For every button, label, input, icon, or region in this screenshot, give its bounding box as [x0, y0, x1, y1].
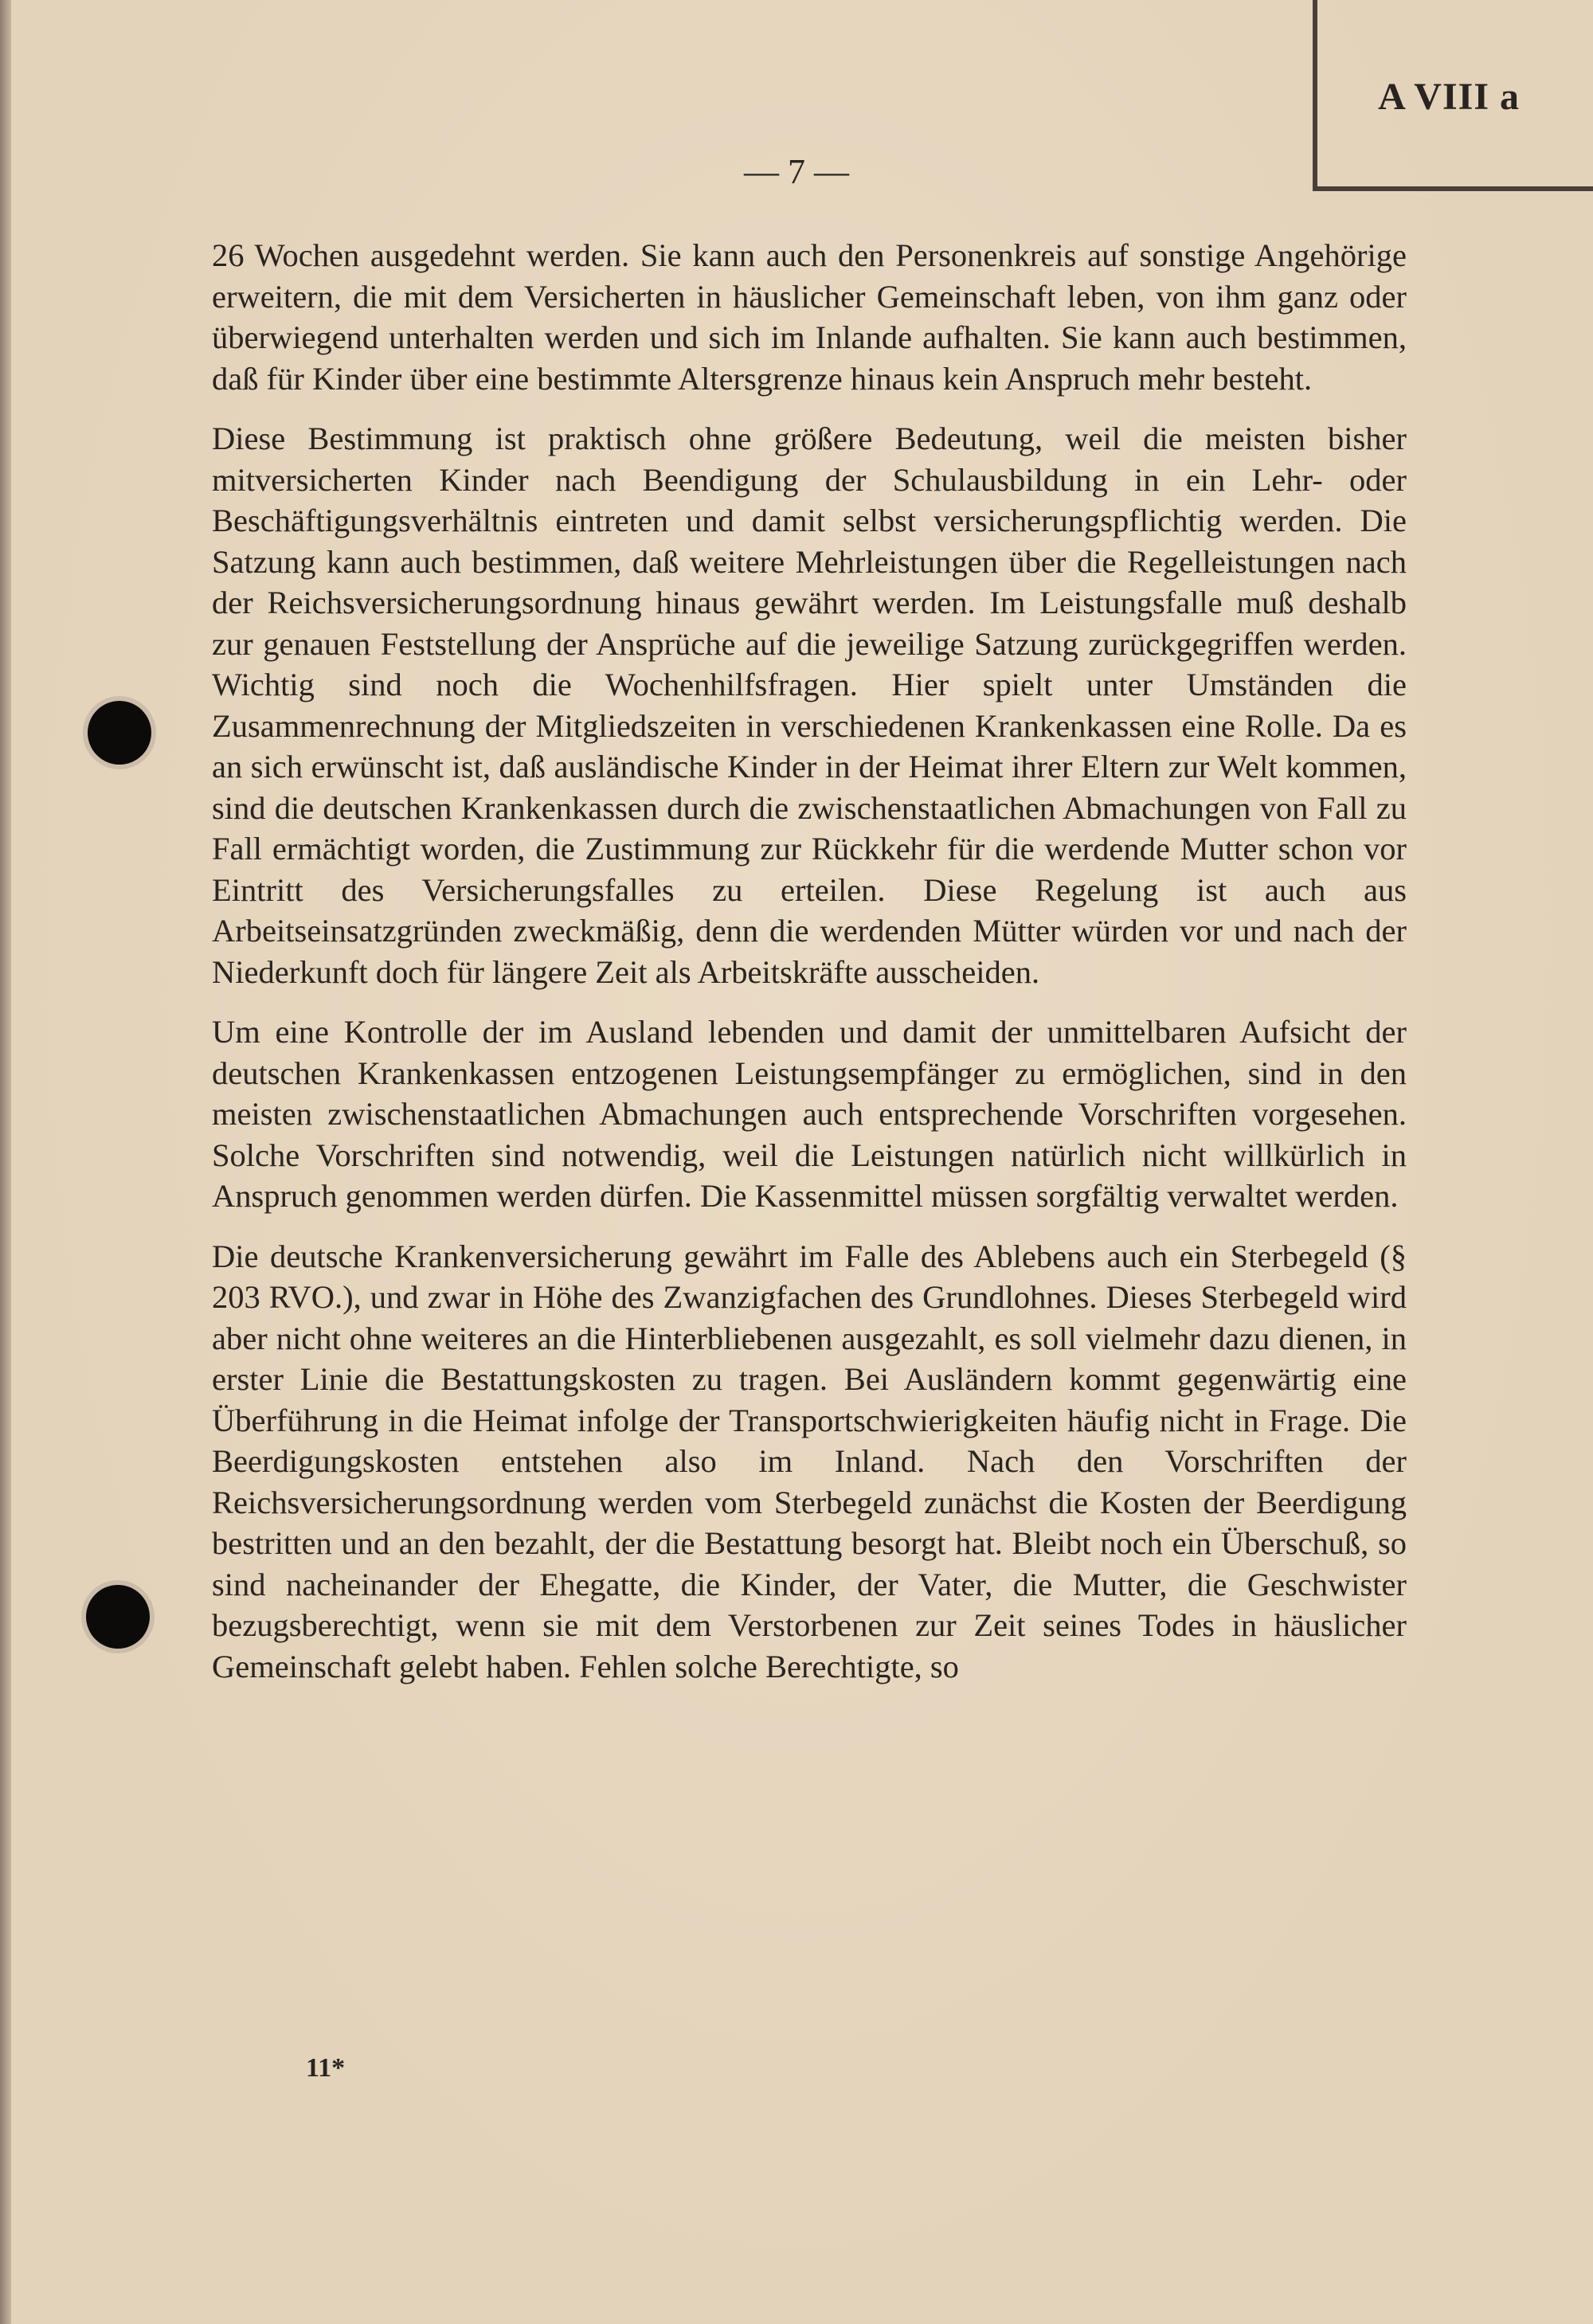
paragraph-2: Diese Bestimmung ist praktisch ohne größere Bedeutung, weil die meisten bisher mitversicherten Kinder nach Beendigung der Schulausbildung in ein Lehr- oder Beschäftigungsverhältnis eintreten und damit selbst versicherungspflichtig werden. Die Satzung kann auch bestimmen, daß weitere Mehrleistungen über die Regelleistungen nach der Reichsversicherungsordnung hinaus gewährt werden. Im Leistungsfalle muß deshalb zur genauen Feststellung der Ansprüche auf die jeweilige Satzung zurückgegriffen werden. Wichtig sind noch die Wochenhilfsfragen. Hier spielt unter Umständen die Zusammenrechnung der Mitgliedszeiten in verschiedenen Krankenkassen eine Rolle. Da es an sich erwünscht ist, daß ausländische Kinder in der Heimat ihrer Eltern zur Welt kommen, sind die deutschen Krankenkassen durch die zwischenstaatlichen Abmachungen von Fall zu Fall ermächtigt worden, die Zustimmung zur Rückkehr für die werdende Mutter schon vor Eintritt des Versicherungsfalles zu erteilen. Diese Regelung ist auch aus Arbeitseinsatzgründen zweckmäßig, denn die werdenden Mütter würden vor und nach der Niederkunft doch für längere Zeit als Arbeitskräfte ausscheiden.	[212, 421, 1407, 990]
body-text	[212, 235, 1407, 1706]
paragraph-1: 26 Wochen ausgedehnt werden. Sie kann auch den Personenkreis auf sonstige Angehörige erweitern, die mit dem Versicherten in häuslicher Gemeinschaft leben, von ihm ganz oder überwiegend unterhalten werden und sich im Inlande aufhalten. Sie kann auch bestimmen, daß für Kinder über eine bestimmte Altersgrenze hinaus kein Anspruch mehr besteht.	[212, 237, 1407, 397]
page-left-edge	[0, 0, 11, 2324]
paragraph-3: Um eine Kontrolle der im Ausland lebenden und damit der unmittelbaren Aufsicht der deutschen Krankenkassen entzogenen Leistungsempfänger zu ermöglichen, sind in den meisten zwischenstaatlichen Abmachungen auch entsprechende Vorschriften vorgesehen. Solche Vorschriften sind notwendig, weil die Leistungen natürlich nicht willkürlich in Anspruch genommen werden dürfen. Die Kassenmittel müssen sorgfältig verwaltet werden.	[212, 1014, 1407, 1214]
paragraph-4: Die deutsche Krankenversicherung gewährt im Falle des Ablebens auch ein Sterbegeld (§ 203 RVO.), und zwar in Höhe des Zwanzigfachen des Grundlohnes. Dieses Sterbegeld wird aber nicht ohne weiteres an die Hinterbliebenen ausgezahlt, es soll vielmehr dazu dienen, in erster Linie die Bestattungskosten zu tragen. Bei Ausländern kommt gegenwärtig eine Überführung in die Heimat infolge der Transportschwierigkeiten häufig nicht in Frage. Die Beerdigungskosten entstehen also im Inland. Nach den Vorschriften der Reichsversicherungsordnung werden vom Sterbegeld zunächst die Kosten der Beerdigung bestritten und an den bezahlt, der die Bestattung besorgt hat. Bleibt noch ein Überschuß, so sind nacheinander der Ehegatte, die Kinder, der Vater, die Mutter, die Geschwister bezugsberechtigt, wenn sie mit dem Verstorbenen zur Zeit seines Todes in häuslicher Gemeinschaft gelebt haben. Fehlen solche Berechtigte, so	[212, 1238, 1407, 1684]
signature-mark: 11*	[306, 2053, 346, 2083]
section-label: A VIII a	[1378, 76, 1520, 118]
page-number: — 7 —	[744, 152, 849, 191]
punch-hole-bottom	[86, 1585, 150, 1649]
punch-hole-top	[88, 701, 151, 765]
